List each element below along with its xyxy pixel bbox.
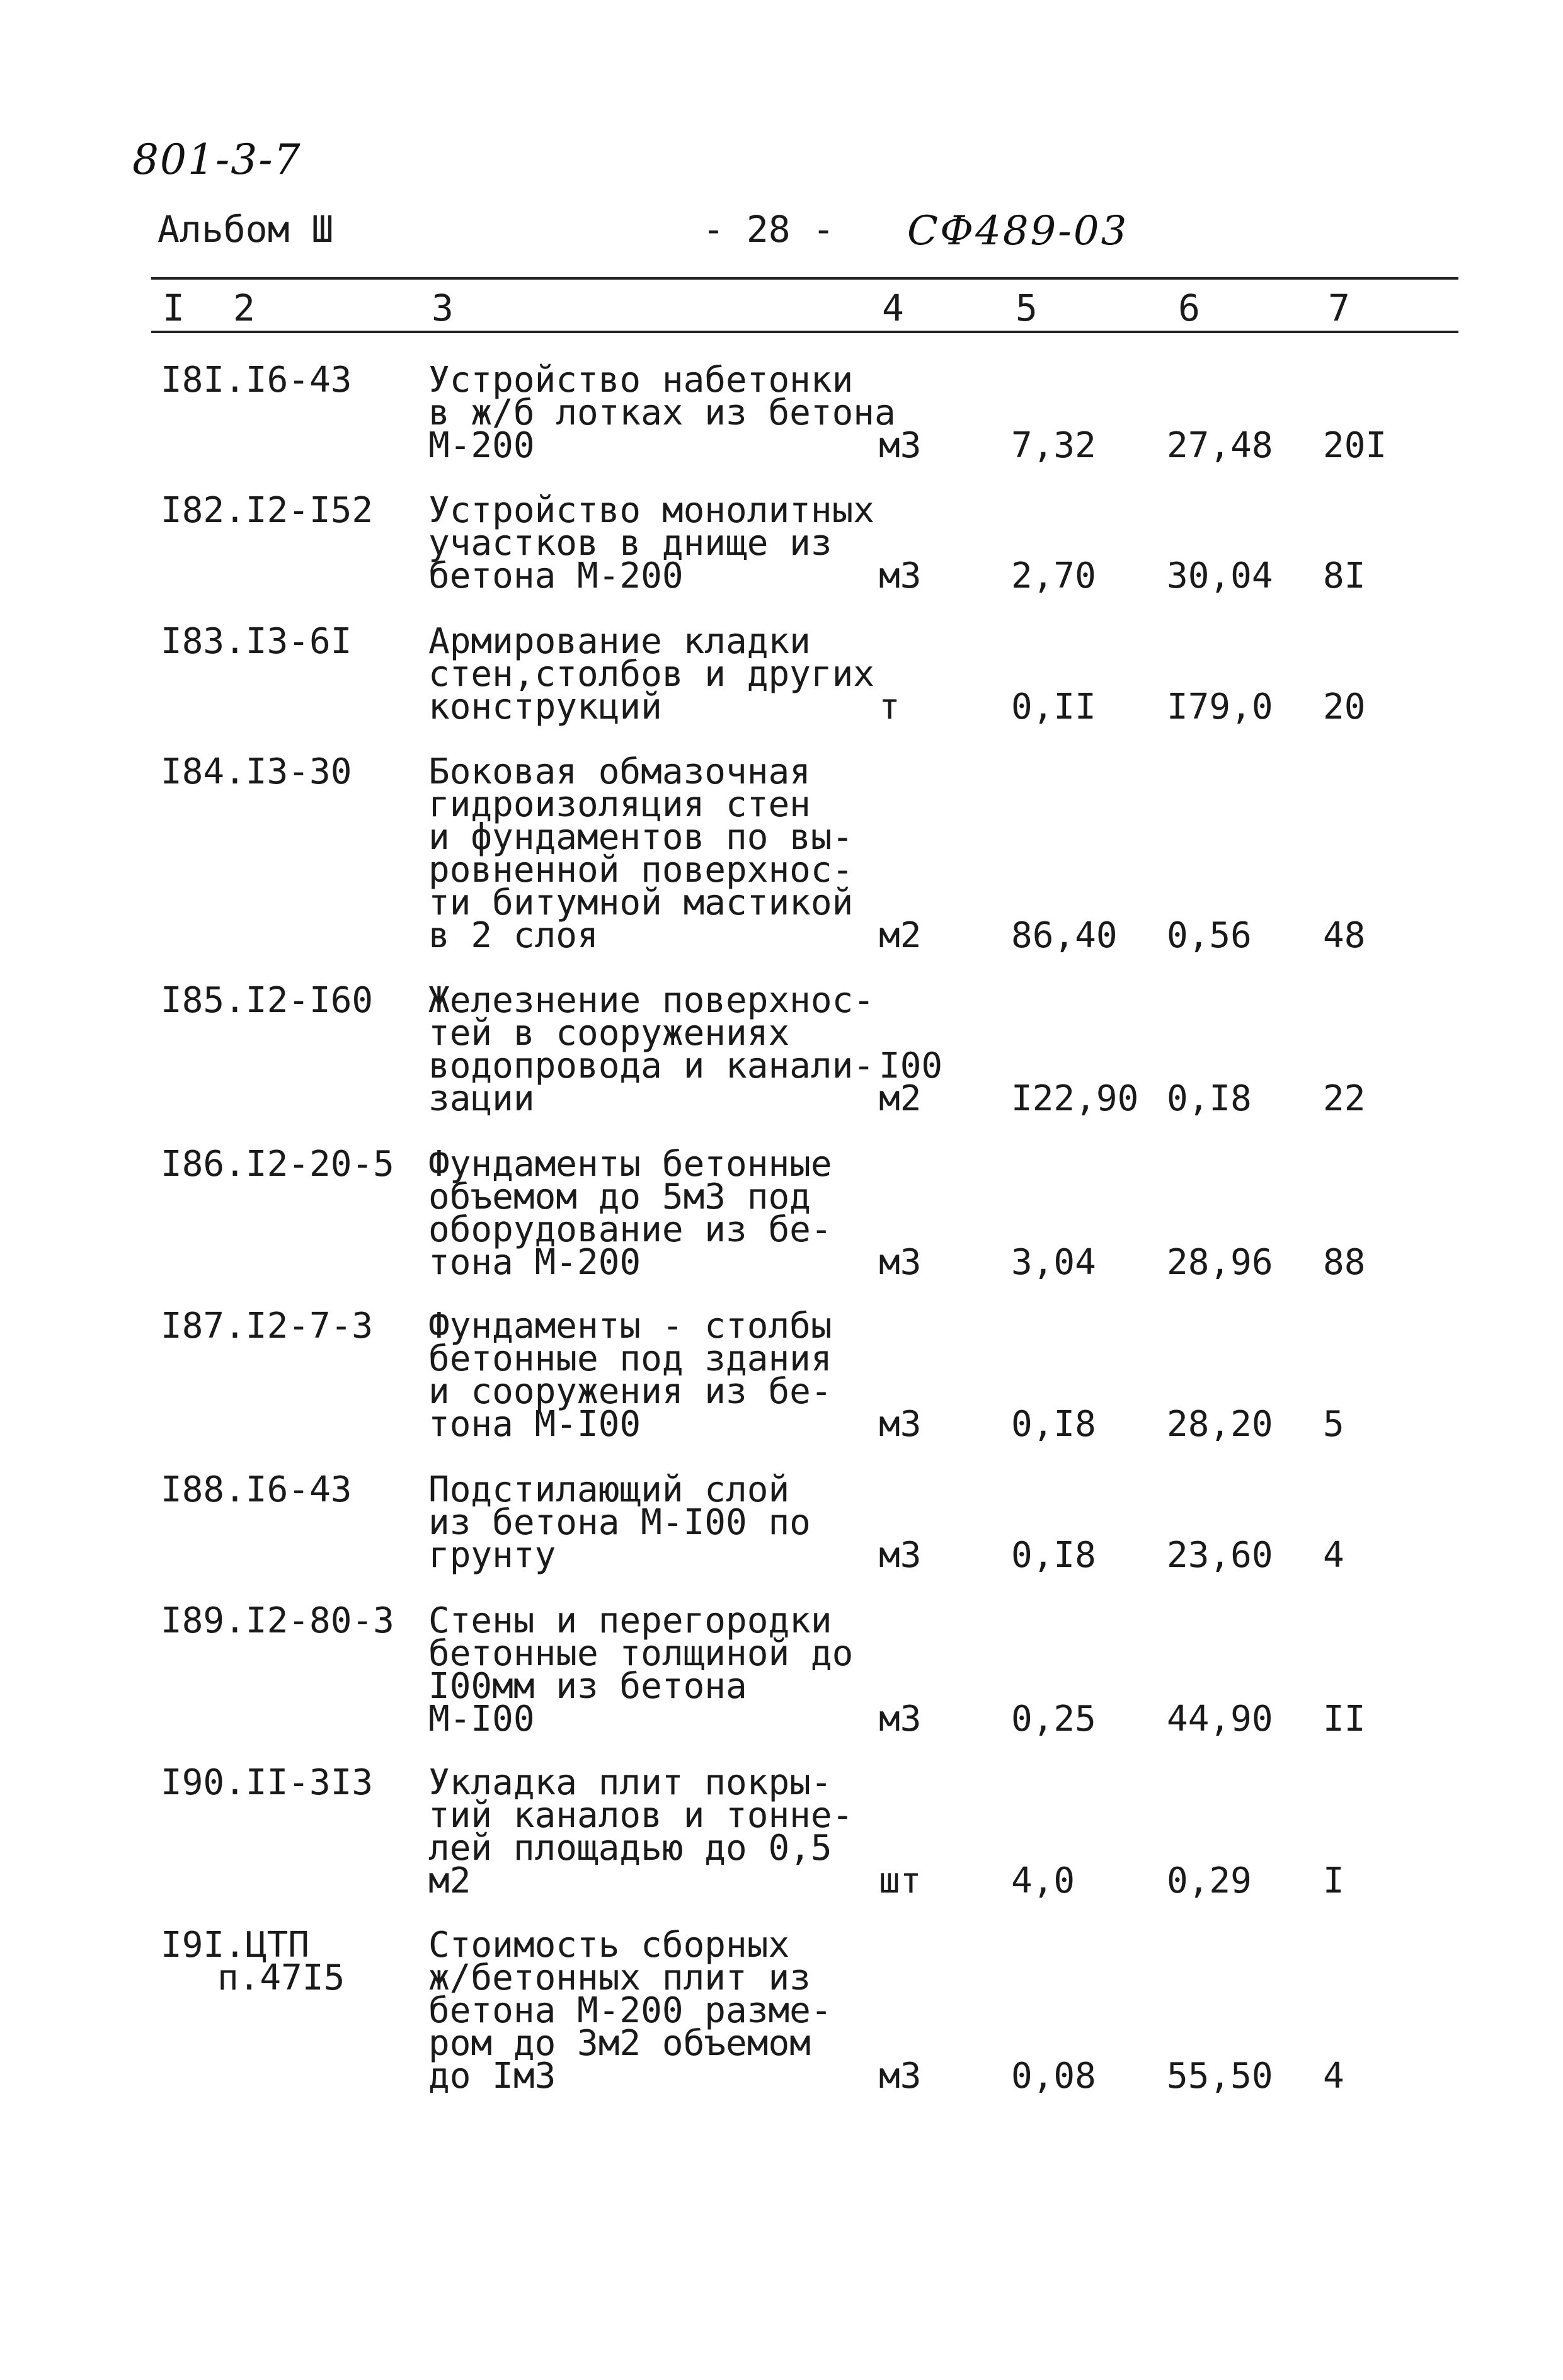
- item-total: II: [1323, 1699, 1366, 1739]
- item-quantity: 3,04: [1011, 1242, 1096, 1283]
- item-description-line: Железнение поверхнос-: [428, 980, 875, 1021]
- item-total: 88: [1323, 1242, 1366, 1283]
- item-code: I84.I3-30: [161, 751, 352, 792]
- item-description-line: объемом до 5м3 под: [428, 1176, 811, 1217]
- item-unit: I00: [879, 1045, 943, 1086]
- header-rule-bottom: [151, 331, 1458, 333]
- item-unit: м3: [879, 555, 922, 596]
- item-description-line: гидроизоляция стен: [428, 784, 811, 825]
- col-head-5: 5: [1016, 287, 1038, 329]
- item-unit-price: 30,04: [1167, 555, 1273, 596]
- item-unit: м3: [879, 1535, 922, 1576]
- item-code: I9I.ЦТП: [161, 1925, 310, 1966]
- item-unit: м3: [879, 425, 922, 466]
- item-total: 4: [1323, 1535, 1344, 1576]
- item-description-line: тона М-I00: [428, 1404, 641, 1445]
- item-description-line: грунту: [428, 1535, 556, 1576]
- item-quantity: 7,32: [1011, 425, 1096, 466]
- col-head-4: 4: [882, 287, 904, 329]
- item-total: I: [1323, 1860, 1344, 1901]
- item-quantity: 2,70: [1011, 555, 1096, 596]
- item-description-line: стен,столбов и других: [428, 654, 875, 695]
- item-description-line: Укладка плит покры-: [428, 1762, 832, 1803]
- item-code: I83.I3-6I: [161, 621, 352, 662]
- header-rule-top: [151, 277, 1458, 280]
- item-unit-price: 28,96: [1167, 1242, 1273, 1283]
- item-code: I90.II-3I3: [161, 1762, 374, 1803]
- item-description-line: Стены и перегородки: [428, 1600, 832, 1641]
- item-unit-price: 55,50: [1167, 2056, 1273, 2097]
- col-head-2: 2: [233, 287, 255, 329]
- item-unit-price: 23,60: [1167, 1535, 1273, 1576]
- item-description-line: М-I00: [428, 1699, 535, 1739]
- item-unit-price: 0,I8: [1167, 1078, 1252, 1119]
- item-unit-price: 27,48: [1167, 425, 1273, 466]
- item-description-line: водопровода и канали-: [428, 1045, 875, 1086]
- item-unit-price: 28,20: [1167, 1404, 1273, 1445]
- item-code: I8I.I6-43: [161, 360, 352, 401]
- item-description-line: до Iм3: [428, 2056, 556, 2097]
- item-description-line: ровненной поверхнос-: [428, 850, 854, 891]
- item-description-line: тона М-200: [428, 1242, 641, 1283]
- item-unit: шт: [879, 1860, 922, 1901]
- item-total: 8I: [1323, 555, 1366, 596]
- item-code: I86.I2-20-5: [161, 1144, 394, 1185]
- item-code: I88.I6-43: [161, 1469, 352, 1510]
- item-description-line: лей площадью до 0,5: [428, 1828, 832, 1869]
- item-quantity: 0,08: [1011, 2056, 1096, 2097]
- item-description-line: участков в днище из: [428, 523, 832, 564]
- item-total: 20I: [1323, 425, 1387, 466]
- item-description-line: ж/бетонных плит из: [428, 1957, 811, 1998]
- item-description-line: I00мм из бетона: [428, 1666, 747, 1707]
- item-quantity: 0,I8: [1011, 1535, 1096, 1576]
- item-unit-price: 44,90: [1167, 1699, 1273, 1739]
- item-quantity: 0,25: [1011, 1699, 1096, 1739]
- item-description-line: из бетона М-I00 по: [428, 1502, 811, 1543]
- item-quantity: 4,0: [1011, 1860, 1075, 1901]
- item-description-line: бетона М-200 разме-: [428, 1990, 832, 2031]
- item-code: I85.I2-I60: [161, 980, 374, 1021]
- item-description-line: Фундаменты бетонные: [428, 1144, 832, 1185]
- item-code: I82.I2-I52: [161, 490, 374, 531]
- item-description-line: в 2 слоя: [428, 915, 598, 956]
- item-total: 48: [1323, 915, 1366, 956]
- item-quantity: 0,II: [1011, 686, 1096, 727]
- item-description-line: М-200: [428, 425, 535, 466]
- item-quantity: 86,40: [1011, 915, 1118, 956]
- item-code: I89.I2-80-3: [161, 1600, 394, 1641]
- item-description-line: зации: [428, 1078, 535, 1119]
- item-description-line: бетонные под здания: [428, 1338, 832, 1379]
- item-description-line: ром до 3м2 объемом: [428, 2023, 811, 2064]
- handwritten-code: 801-3-7: [132, 135, 302, 184]
- item-quantity: I22,90: [1011, 1078, 1139, 1119]
- item-description-line: Фундаменты - столбы: [428, 1306, 832, 1347]
- col-head-1: I: [163, 287, 185, 329]
- col-head-6: 6: [1178, 287, 1200, 329]
- item-quantity: 0,I8: [1011, 1404, 1096, 1445]
- item-description-line: бетона М-200: [428, 555, 684, 596]
- item-total: 20: [1323, 686, 1366, 727]
- item-description-line: в ж/б лотках из бетона: [428, 392, 896, 433]
- item-unit: м2: [879, 1078, 922, 1119]
- item-code-ref: п.47I5: [217, 1957, 345, 1998]
- item-unit: м2: [879, 915, 922, 956]
- item-description-line: Подстилающий слой: [428, 1469, 790, 1510]
- item-description-line: Устройство набетонки: [428, 360, 854, 401]
- item-unit-price: I79,0: [1167, 686, 1273, 727]
- item-unit: м3: [879, 1699, 922, 1739]
- item-description-line: оборудование из бе-: [428, 1209, 832, 1250]
- item-unit: м3: [879, 1404, 922, 1445]
- item-description-line: бетонные толщиной до: [428, 1633, 854, 1674]
- item-unit-price: 0,29: [1167, 1860, 1252, 1901]
- document-code: СФ489-03: [907, 208, 1129, 254]
- item-description-line: ти битумной мастикой: [428, 882, 854, 923]
- page-number: - 28 -: [702, 208, 835, 251]
- item-description-line: и фундаментов по вы-: [428, 817, 854, 858]
- item-description-line: Армирование кладки: [428, 621, 811, 662]
- item-description-line: тий каналов и тонне-: [428, 1795, 854, 1836]
- item-total: 4: [1323, 2056, 1344, 2097]
- item-unit: м3: [879, 1242, 922, 1283]
- item-unit: т: [879, 686, 900, 727]
- col-head-3: 3: [432, 287, 454, 329]
- item-description-line: м2: [428, 1860, 471, 1901]
- item-unit: м3: [879, 2056, 922, 2097]
- item-description-line: Устройство монолитных: [428, 490, 875, 531]
- item-total: 22: [1323, 1078, 1366, 1119]
- item-description-line: тей в сооружениях: [428, 1013, 790, 1054]
- item-description-line: и сооружения из бе-: [428, 1371, 832, 1412]
- item-total: 5: [1323, 1404, 1344, 1445]
- item-unit-price: 0,56: [1167, 915, 1252, 956]
- item-description-line: конструкций: [428, 686, 662, 727]
- album-label: Альбом Ш: [157, 208, 334, 251]
- item-description-line: Стоимость сборных: [428, 1925, 790, 1966]
- item-description-line: Боковая обмазочная: [428, 751, 811, 792]
- col-head-7: 7: [1328, 287, 1350, 329]
- item-code: I87.I2-7-3: [161, 1306, 374, 1347]
